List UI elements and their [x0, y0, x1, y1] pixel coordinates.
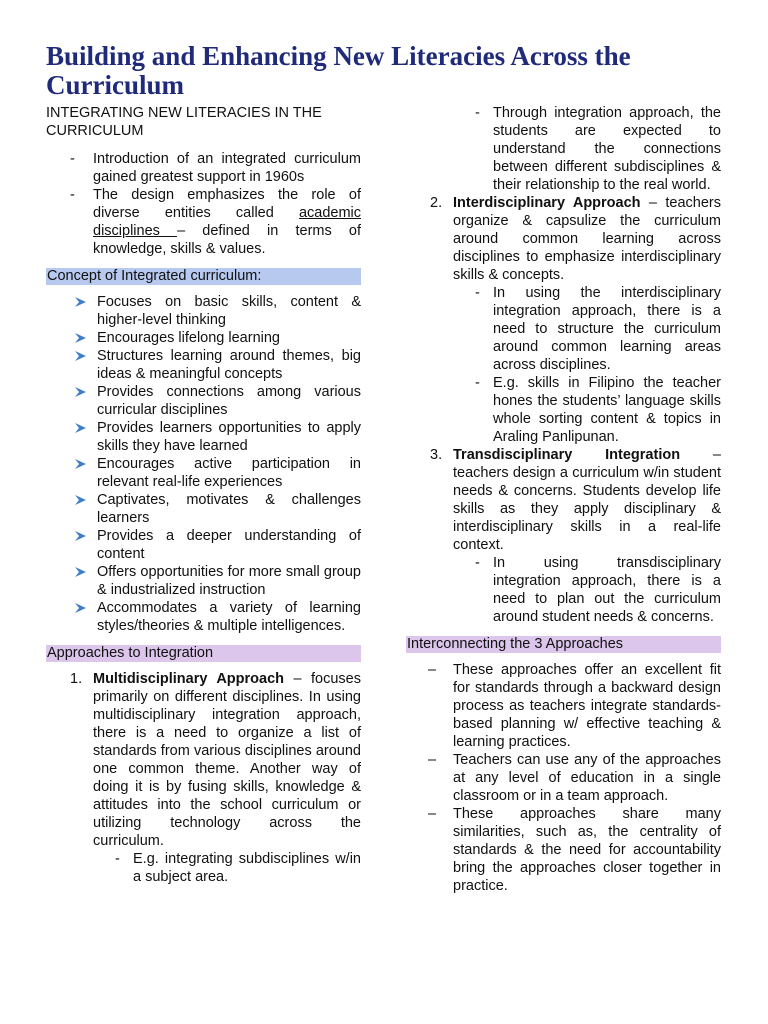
list-item: - Introduction of an integrated curriculum gained greatest support in 1960s	[46, 150, 361, 186]
sub-list	[453, 284, 721, 446]
approach-term: Multidisciplinary Approach	[93, 671, 285, 687]
list-item: Provides a deeper understanding of content	[46, 527, 361, 563]
approach-item: 1. Multidisciplinary Approach – focuses primarily on different disciplines. In using multidisciplinary integration approach, there is a need to organize a list of standards from various disciplines around one common theme. Another way of doing it is by fusing skills, knowledge & attitudes into the school curriculum or utilizing technology across the curriculum. - E.g. integrating subdisciplines w/in a subject area.	[46, 670, 361, 886]
arrow-bullet-icon	[74, 296, 88, 308]
arrow-bullet-icon	[74, 386, 88, 398]
list-item: - E.g. integrating subdisciplines w/in a subject area.	[93, 850, 361, 886]
left-column	[46, 104, 361, 886]
right-column	[406, 104, 721, 895]
list-item: Encourages lifelong learning	[46, 329, 361, 347]
arrow-bullet-icon	[74, 458, 88, 470]
arrow-bullet-icon	[74, 332, 88, 344]
approaches-heading: Approaches to Integration	[46, 645, 361, 662]
list-item: – Teachers can use any of the approaches at any level of education in a single classroom or in a team approach.	[406, 751, 721, 805]
intro-list	[46, 150, 361, 258]
sub-list	[93, 850, 361, 886]
item-number: 3.	[430, 447, 443, 463]
approach-item: 2. Interdisciplinary Approach – teachers organize & capsulize the curriculum around common learning across disciplines to emphasize interdisciplinary skills & concepts. - In using the interdisciplinary integration approach, there is a need to structure the curriculum around common learning areas across disciplines. - E.g. skills in Filipino the teacher hones the students’ language skills whole sorting content & topics in Araling Panlipunan.	[406, 194, 721, 446]
interconnect-list	[406, 661, 721, 895]
list-item: Focuses on basic skills, content & higher-level thinking	[46, 293, 361, 329]
list-item: Accommodates a variety of learning styles/theories & multiple intelligences.	[46, 599, 361, 635]
list-item: Provides learners opportunities to apply skills they have learned	[46, 419, 361, 455]
underlined-term: academic disciplines	[93, 205, 361, 239]
list-item: - In using transdisciplinary integration approach, there is a need to plan out the curriculum around student needs & concerns.	[453, 554, 721, 626]
list-item: - In using the interdisciplinary integration approach, there is a need to structure the curriculum around common learning areas across disciplines.	[453, 284, 721, 374]
approach-item: 3. Transdisciplinary Integration – teachers design a curriculum w/in student needs & concerns. Students develop life skills as they apply disciplinary & interdisciplinary skills in a real-life context. - In using transdisciplinary integration approach, there is a need to plan out the curriculum around student needs & concerns.	[406, 446, 721, 626]
list-item: Structures learning around themes, big ideas & meaningful concepts	[46, 347, 361, 383]
sub-list	[406, 104, 721, 194]
list-item: - The design emphasizes the role of diverse entities called academic disciplines – defined in terms of knowledge, skills & values.	[46, 186, 361, 258]
approaches-list	[46, 670, 361, 886]
sub-list	[453, 554, 721, 626]
arrow-bullet-icon	[74, 530, 88, 542]
concept-list	[46, 293, 361, 635]
arrow-bullet-icon	[74, 422, 88, 434]
interconnect-heading: Interconnecting the 3 Approaches	[406, 636, 721, 653]
approaches-list-continued	[406, 194, 721, 626]
arrow-bullet-icon	[74, 602, 88, 614]
arrow-bullet-icon	[74, 350, 88, 362]
list-item: – These approaches offer an excellent fit for standards through a backward design process as teachers integrate standards-based planning w/ effective teaching & learning practices.	[406, 661, 721, 751]
list-item: Provides connections among various curricular disciplines	[46, 383, 361, 419]
concept-heading: Concept of Integrated curriculum:	[46, 268, 361, 285]
arrow-bullet-icon	[74, 494, 88, 506]
arrow-bullet-icon	[74, 566, 88, 578]
approach-term: Interdisciplinary Approach	[453, 195, 641, 211]
list-item: - Through integration approach, the students are expected to understand the connections between different subdisciplines & their relationship to the real world.	[453, 104, 721, 194]
list-item: - E.g. skills in Filipino the teacher hones the students’ language skills whole sorting content & topics in Araling Panlipunan.	[453, 374, 721, 446]
document-title: Building and Enhancing New Literacies Across the Curriculum	[46, 41, 631, 100]
section-subhead: INTEGRATING NEW LITERACIES IN THE CURRICULUM	[46, 105, 322, 139]
list-item: – These approaches share many similarities, such as, the centrality of standards & the need for accountability bring the approaches closer together in practice.	[406, 805, 721, 895]
item-number: 2.	[430, 195, 443, 211]
approach-term: Transdisciplinary Integration	[453, 447, 681, 463]
list-item: Captivates, motivates & challenges learners	[46, 491, 361, 527]
list-item: Offers opportunities for more small group & industrialized instruction	[46, 563, 361, 599]
list-item: Encourages active participation in relevant real-life experiences	[46, 455, 361, 491]
item-number: 1.	[70, 671, 83, 687]
